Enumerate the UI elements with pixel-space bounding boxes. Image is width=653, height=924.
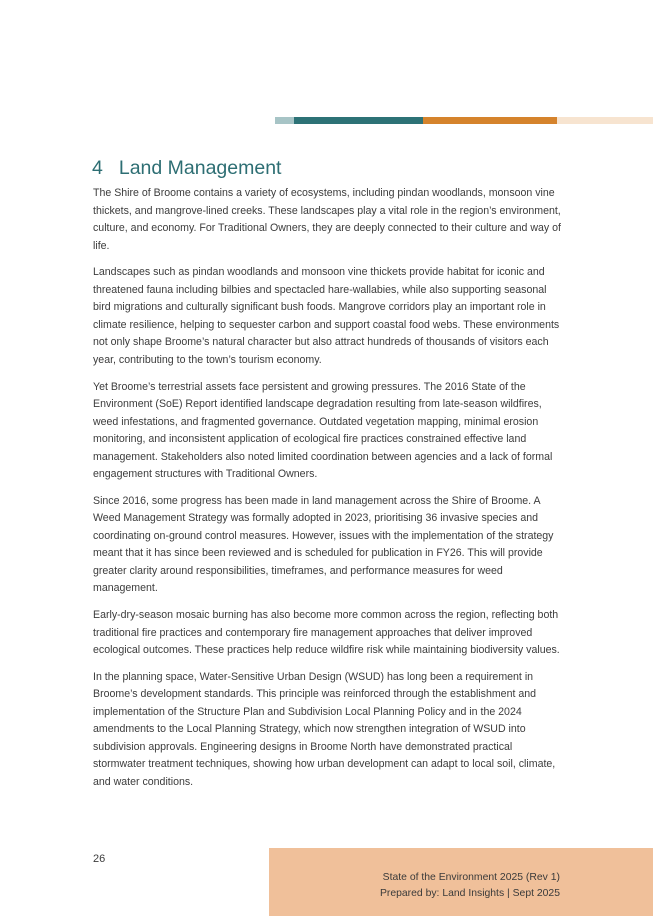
paragraph-pressures: Yet Broome’s terrestrial assets face persistent and growing pressures. The 2016 State of the Environment (SoE) Report identified landscape degradation resulting from late-season wildfires, weed infestations, and fragmented governance. Outdated vegetation mapping, minimal erosion monitoring, and inconsistent application of ecological fire practices constrained effective land management. Stakeholders also noted limited coordination between agencies and a lack of formal engagement structures with Traditional Owners. — [93, 380, 553, 481]
color-bar-segment-orange — [423, 117, 557, 124]
section-title: Land Management — [118, 157, 282, 179]
section-heading — [92, 157, 281, 180]
paragraph-ecosystems: The Shire of Broome contains a variety of ecosystems, including pindan woodlands, monsoon vine thickets, and mangrove-lined creeks. These landscapes play a vital role in the region’s environment, culture, and economy. For Traditional Owners, they are deeply connected to their culture and way of life. — [93, 187, 561, 252]
color-bar-segment-dark-teal — [294, 117, 423, 124]
paragraph-wsud: In the planning space, Water-Sensitive Urban Design (WSUD) has long been a requirement in Broome’s development standards. This principle was reinforced through the establishment and implementation of the Structure Plan and Subdivision Local Planning Policy and in the 2024 amendments to the Local Planning Strategy, which now strengthen integration of WSUD into subdivision approvals. Engineering designs in Broome North have demonstrated practical stormwater treatment techniques, showing how urban development can adapt to local soil, climate, and water conditions. — [93, 670, 556, 788]
paragraph-habitat: Landscapes such as pindan woodlands and monsoon vine thickets provide habitat for iconic and threatened fauna including bilbies and spectacled hare-wallabies, while also supporting seasonal bird migrations and culturally significant bush foods. Mangrove corridors play an important role in climate resilience, helping to sequester carbon and support coastal food webs. These environments not only shape Broome’s natural character but also attract hundreds of thousands of visitors each year, contributing to the town’s tourism economy. — [93, 266, 560, 366]
paragraph-mosaic-burning: Early-dry-season mosaic burning has also become more common across the region, reflecting both traditional fire practices and contemporary fire management approaches that deliver improved ecological outcomes. These practices help reduce wildfire risk while maintaining biodiversity values. — [93, 609, 560, 657]
body-text — [93, 185, 565, 801]
footer-box — [269, 848, 653, 916]
footer-prepared-by: Prepared by: Land Insights | Sept 2025 — [379, 888, 560, 899]
paragraph-progress: Since 2016, some progress has been made in land management across the Shire of Broome. A Weed Management Strategy was formally adopted in 2023, prioritising 36 invasive species and coordinating on-ground control measures. However, issues with the implementation of the strategy meant that it has since been reviewed and is scheduled for publication in FY26. This will provide greater clarity around responsibilities, timeframes, and performance measures for weed management. — [93, 494, 554, 595]
page-number: 26 — [93, 853, 106, 865]
color-bar-segment-light-teal — [275, 117, 294, 124]
decorative-color-bar — [275, 117, 653, 124]
footer-report-title: State of the Environment 2025 (Rev 1) — [382, 872, 560, 883]
color-bar-segment-peach — [557, 117, 653, 124]
section-number: 4 — [92, 157, 103, 179]
